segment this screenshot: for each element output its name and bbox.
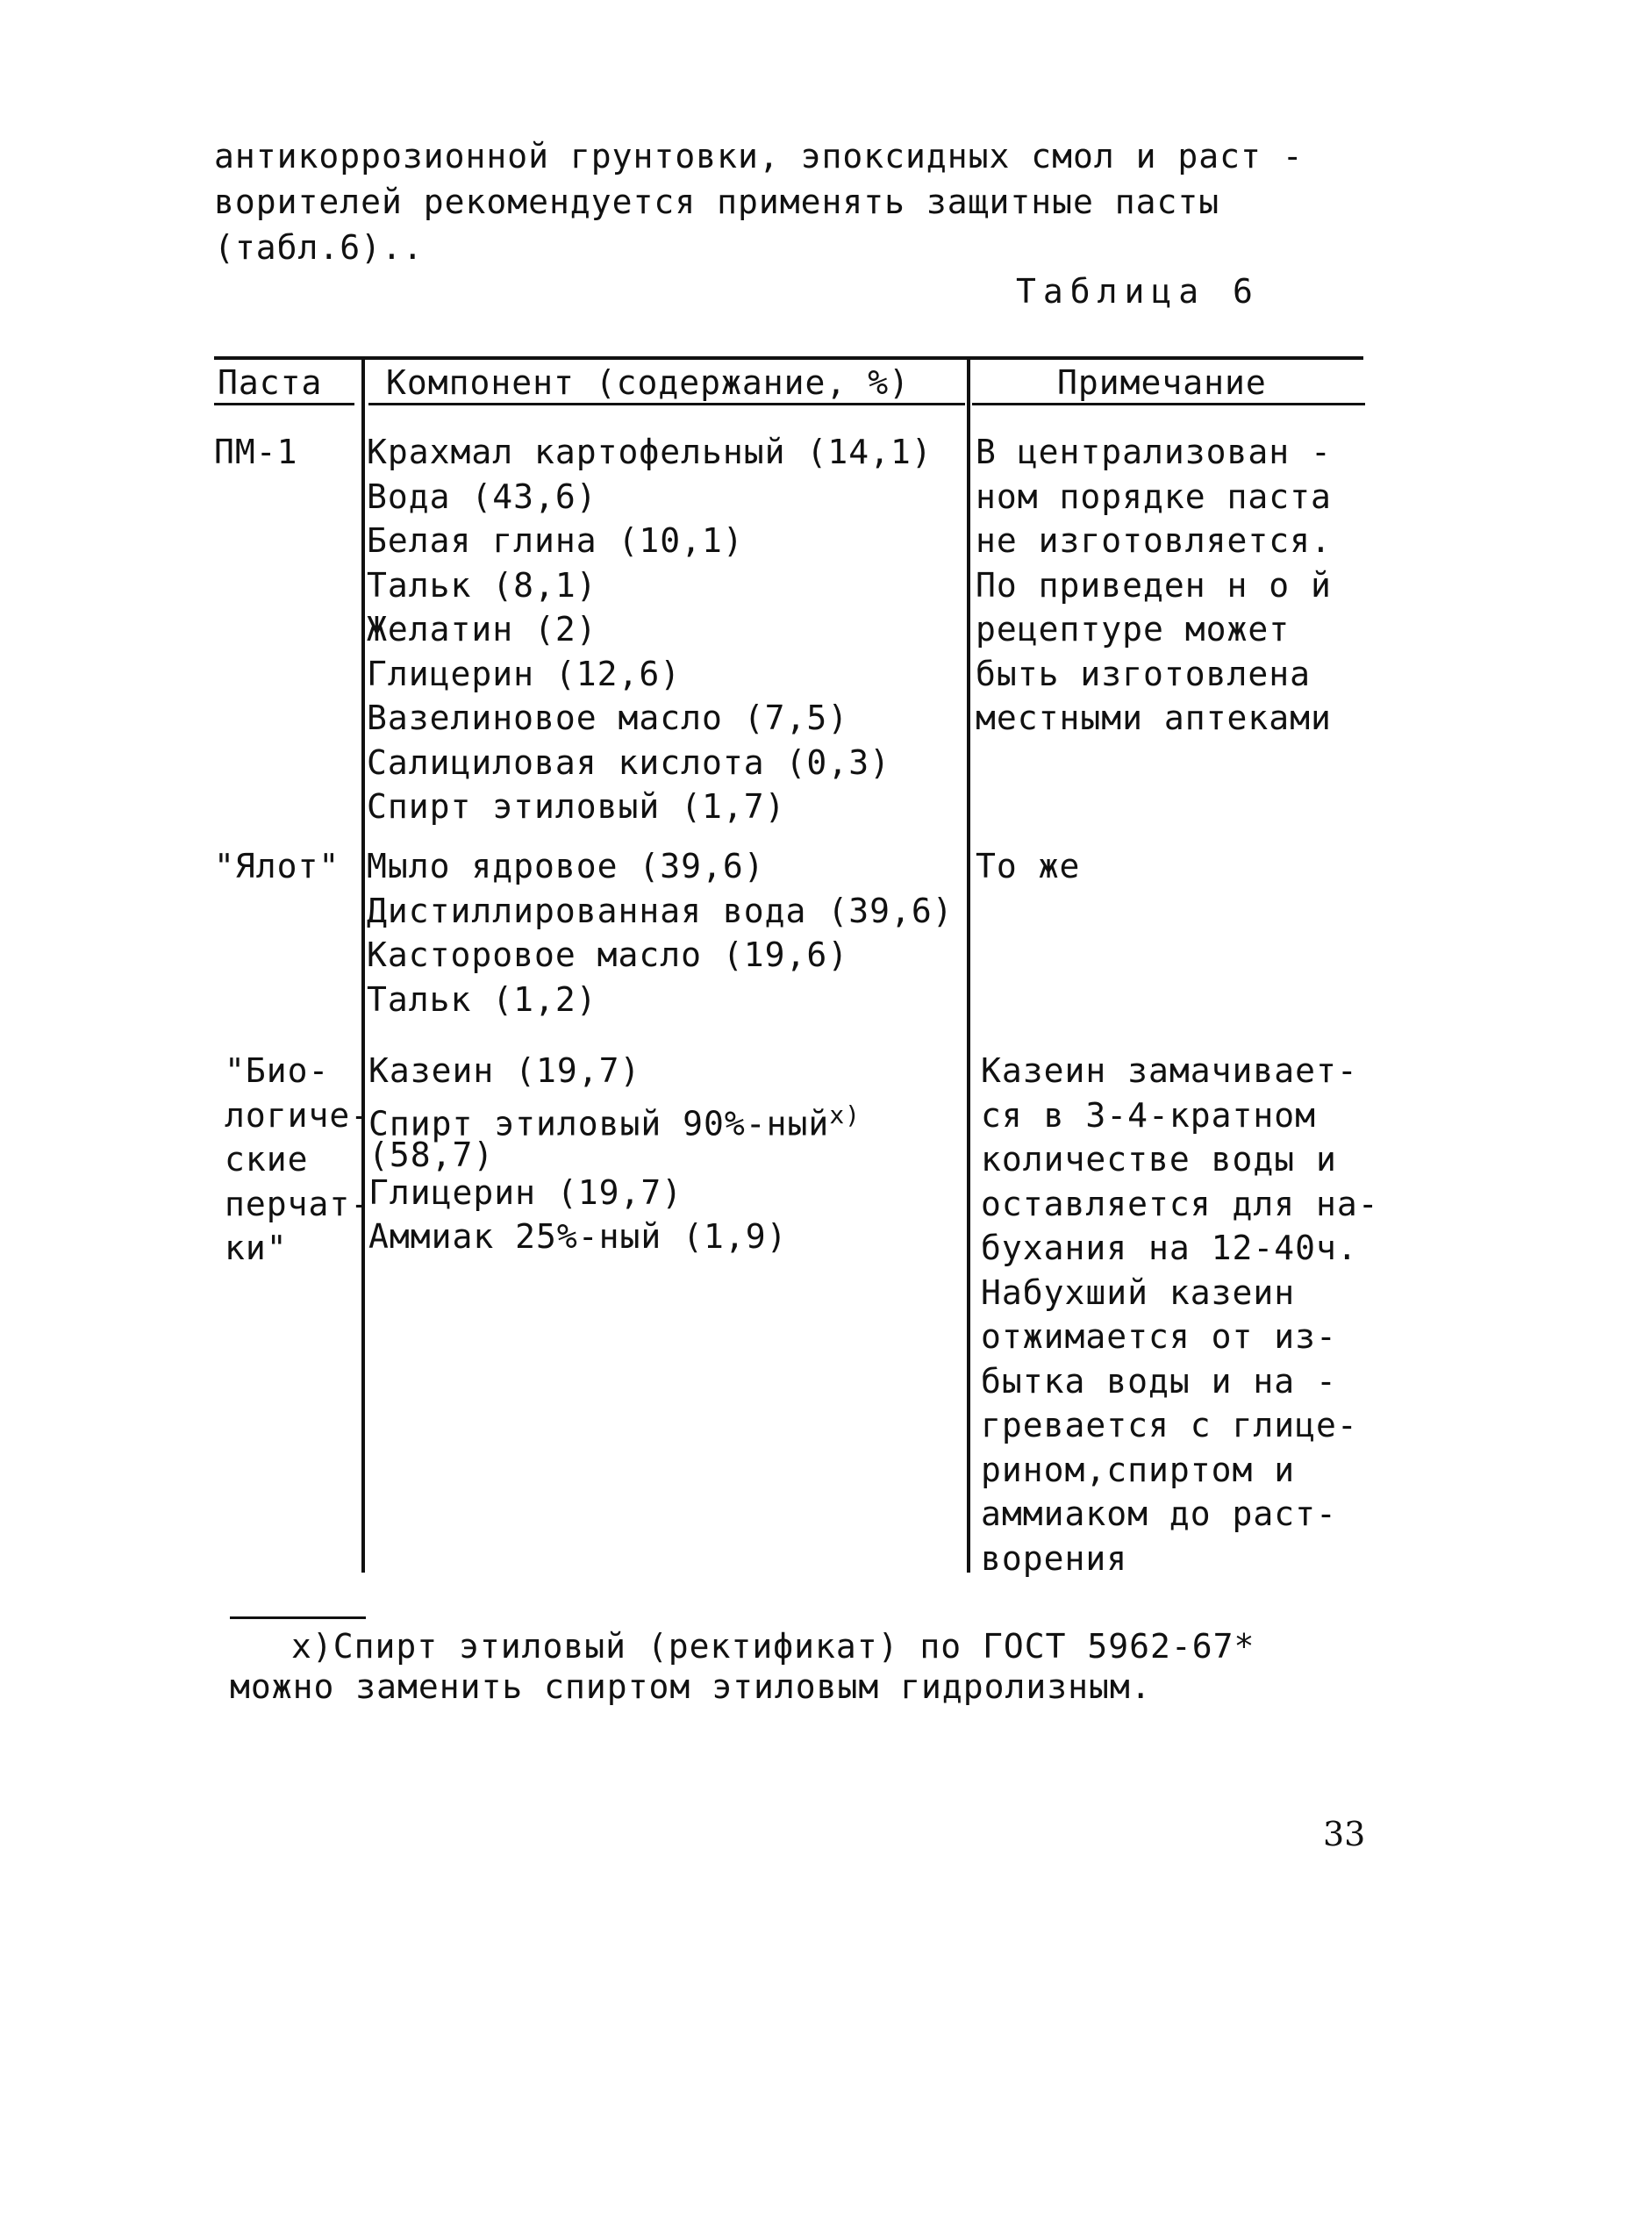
table-title: Таблица 6 bbox=[1016, 272, 1260, 311]
component-text: Спирт этиловый 90%-ный bbox=[368, 1104, 830, 1143]
note-line: гревается с глице- bbox=[981, 1406, 1358, 1444]
header-rule-component bbox=[368, 403, 965, 405]
component-item: Салициловая кислота (0,3) bbox=[367, 742, 890, 782]
column-divider-left bbox=[361, 356, 365, 1573]
paste-name-line: перчат- bbox=[225, 1184, 372, 1223]
note-line: ворения bbox=[981, 1538, 1128, 1578]
component-item: Вода (43,6) bbox=[367, 477, 597, 516]
footnote-line: х)Спирт этиловый (ректификат) по ГОСТ 5962-67* bbox=[291, 1627, 1255, 1666]
row-yalot-paste bbox=[214, 844, 340, 889]
component-item-continuation: (58,7) bbox=[368, 1135, 495, 1174]
paste-name-line: "Био- bbox=[225, 1051, 330, 1090]
component-item: Казеин (19,7) bbox=[368, 1051, 641, 1090]
note-line: По приведен н о й bbox=[976, 565, 1332, 605]
note-line: бухания на 12-40ч. bbox=[981, 1229, 1358, 1267]
note-line: ном порядке паста bbox=[976, 477, 1332, 516]
column-divider-right bbox=[967, 356, 970, 1573]
paste-name-line: ки" bbox=[225, 1229, 288, 1267]
intro-line: ворителей рекомендуется применять защитные пасты bbox=[214, 183, 1220, 221]
component-item: Мыло ядровое (39,6) bbox=[367, 847, 765, 885]
component-item: Белая глина (10,1) bbox=[367, 521, 744, 560]
header-note: Примечание bbox=[1057, 363, 1267, 402]
note-line: не изготовляется. bbox=[976, 521, 1332, 560]
note-line: Казеин замачивает- bbox=[981, 1051, 1358, 1090]
header-rule-paste bbox=[214, 403, 354, 405]
component-item: Дистиллированная вода (39,6) bbox=[367, 891, 954, 930]
note-line: Набухший казеин bbox=[981, 1272, 1296, 1312]
component-item: Тальк (1,2) bbox=[367, 979, 597, 1019]
footnote-separator bbox=[230, 1616, 366, 1619]
footnote-line: можно заменить спиртом этиловым гидролизным. bbox=[230, 1667, 1152, 1706]
footnote bbox=[230, 1626, 1255, 1707]
paste-name-line: ские bbox=[225, 1140, 309, 1179]
row-yalot-components bbox=[367, 844, 954, 1021]
note-line: рецептуре может bbox=[976, 610, 1291, 649]
component-item: Глицерин (19,7) bbox=[368, 1172, 683, 1212]
note-line: То же bbox=[976, 847, 1081, 885]
component-item: Касторовое масло (19,6) bbox=[367, 935, 849, 974]
note-line: рином,спиртом и bbox=[981, 1450, 1296, 1489]
header-rule-note bbox=[972, 403, 1365, 405]
component-item: Крахмал картофельный (14,1) bbox=[367, 433, 933, 471]
row-pm1-components bbox=[367, 430, 933, 829]
header-component: Компонент (содержание, %) bbox=[386, 363, 910, 402]
row-bio-gloves-note bbox=[981, 1049, 1379, 1580]
note-line: ся в 3-4-кратном bbox=[981, 1095, 1317, 1135]
note-line: количестве воды и bbox=[981, 1140, 1337, 1179]
row-yalot-note bbox=[976, 844, 1080, 889]
intro-line: антикоррозионной грунтовки, эпоксидных смол и раст - bbox=[214, 137, 1304, 176]
row-bio-gloves-paste bbox=[225, 1049, 371, 1271]
note-line: местными аптеками bbox=[976, 699, 1332, 737]
note-line: В централизован - bbox=[976, 433, 1332, 471]
page-number: 33 bbox=[1323, 1815, 1366, 1853]
row-bio-gloves-components bbox=[368, 1049, 861, 1259]
table-top-rule bbox=[214, 356, 1363, 360]
note-line: быть изготовлена bbox=[976, 654, 1312, 693]
component-item: Тальк (8,1) bbox=[367, 565, 597, 605]
component-item: Вазелиновое масло (7,5) bbox=[367, 699, 849, 737]
note-line: бытка воды и на - bbox=[981, 1361, 1337, 1401]
row-pm1-paste bbox=[214, 430, 298, 475]
paste-name: ПМ-1 bbox=[214, 433, 298, 471]
paste-name: "Ялот" bbox=[214, 847, 340, 885]
note-line: отжимается от из- bbox=[981, 1317, 1337, 1356]
component-item: Глицерин (12,6) bbox=[367, 654, 682, 693]
row-pm1-note bbox=[976, 430, 1332, 741]
paste-name-line: логиче- bbox=[225, 1095, 372, 1135]
component-item: Спирт этиловый (1,7) bbox=[367, 787, 786, 826]
footnote-mark: x) bbox=[829, 1100, 862, 1129]
component-item: Желатин (2) bbox=[367, 610, 597, 649]
component-item: Аммиак 25%-ный (1,9) bbox=[368, 1217, 788, 1257]
intro-line: (табл.6).. bbox=[214, 228, 424, 267]
header-paste: Паста bbox=[218, 363, 323, 402]
note-line: оставляется для на- bbox=[981, 1184, 1379, 1223]
intro-paragraph bbox=[214, 133, 1381, 270]
note-line: аммиаком до раст- bbox=[981, 1494, 1337, 1533]
